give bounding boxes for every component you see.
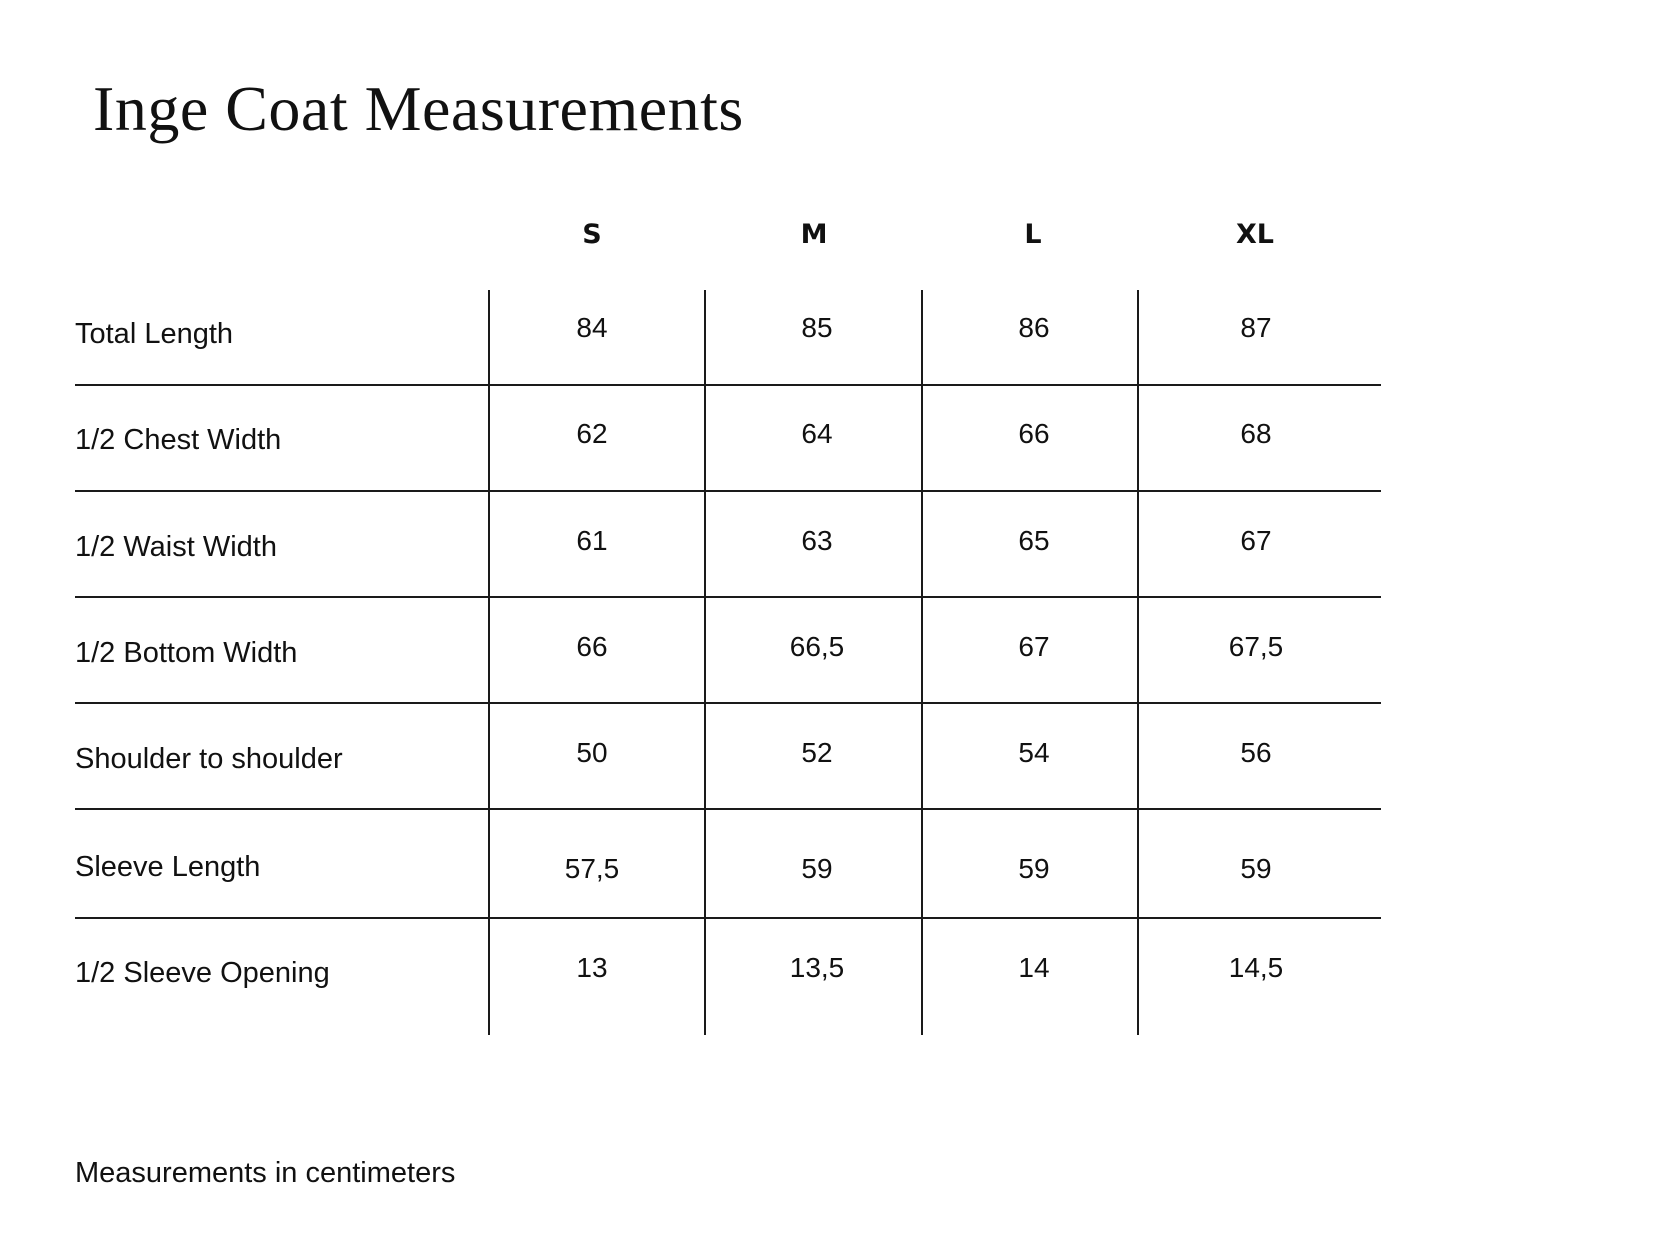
row-label-bottom-width: 1/2 Bottom Width [75, 637, 298, 669]
table-cell: 13,5 [789, 952, 845, 983]
table-cell: 13 [576, 952, 608, 983]
column-divider [1137, 290, 1139, 1035]
table-cell: 85 [801, 312, 833, 343]
row-divider [75, 917, 1381, 919]
row-label-sleeve-opening: 1/2 Sleeve Opening [75, 957, 330, 989]
table-cell: 66 [576, 631, 608, 662]
table-cell: 57,5 [564, 853, 620, 884]
table-cell: 67,5 [1228, 631, 1284, 662]
size-header-s: S [582, 219, 602, 250]
table-cell: 84 [576, 312, 608, 343]
units-footnote: Measurements in centimeters [75, 1157, 456, 1189]
table-cell: 14 [1018, 952, 1050, 983]
row-divider [75, 384, 1381, 386]
column-divider [488, 290, 490, 1035]
table-cell: 86 [1018, 312, 1050, 343]
table-cell: 61 [576, 525, 608, 556]
table-cell: 50 [576, 737, 608, 768]
row-label-waist-width: 1/2 Waist Width [75, 531, 277, 563]
row-label-total-length: Total Length [75, 318, 234, 350]
row-label-chest-width: 1/2 Chest Width [75, 424, 282, 456]
table-cell: 59 [801, 853, 833, 884]
row-label-shoulder: Shoulder to shoulder [75, 743, 343, 775]
table-cell: 14,5 [1228, 952, 1284, 983]
table-cell: 66 [1018, 418, 1050, 449]
size-header-l: L [1024, 219, 1042, 250]
table-cell: 68 [1240, 418, 1272, 449]
row-divider [75, 808, 1381, 810]
column-divider [921, 290, 923, 1035]
table-cell: 67 [1240, 525, 1272, 556]
table-cell: 67 [1018, 631, 1050, 662]
table-cell: 87 [1240, 312, 1272, 343]
row-label-sleeve-length: Sleeve Length [75, 851, 261, 883]
page-title: Inge Coat Measurements [93, 73, 744, 144]
table-cell: 59 [1018, 853, 1050, 884]
table-cell: 59 [1240, 853, 1272, 884]
row-divider [75, 490, 1381, 492]
size-header-xl: XL [1235, 219, 1275, 250]
column-divider [704, 290, 706, 1035]
table-cell: 56 [1240, 737, 1272, 768]
table-cell: 64 [801, 418, 833, 449]
table-cell: 63 [801, 525, 833, 556]
row-divider [75, 702, 1381, 704]
table-cell: 62 [576, 418, 608, 449]
table-cell: 52 [801, 737, 833, 768]
table-cell: 54 [1018, 737, 1050, 768]
row-divider [75, 596, 1381, 598]
table-cell: 65 [1018, 525, 1050, 556]
size-header-m: M [800, 219, 828, 250]
table-cell: 66,5 [789, 631, 845, 662]
